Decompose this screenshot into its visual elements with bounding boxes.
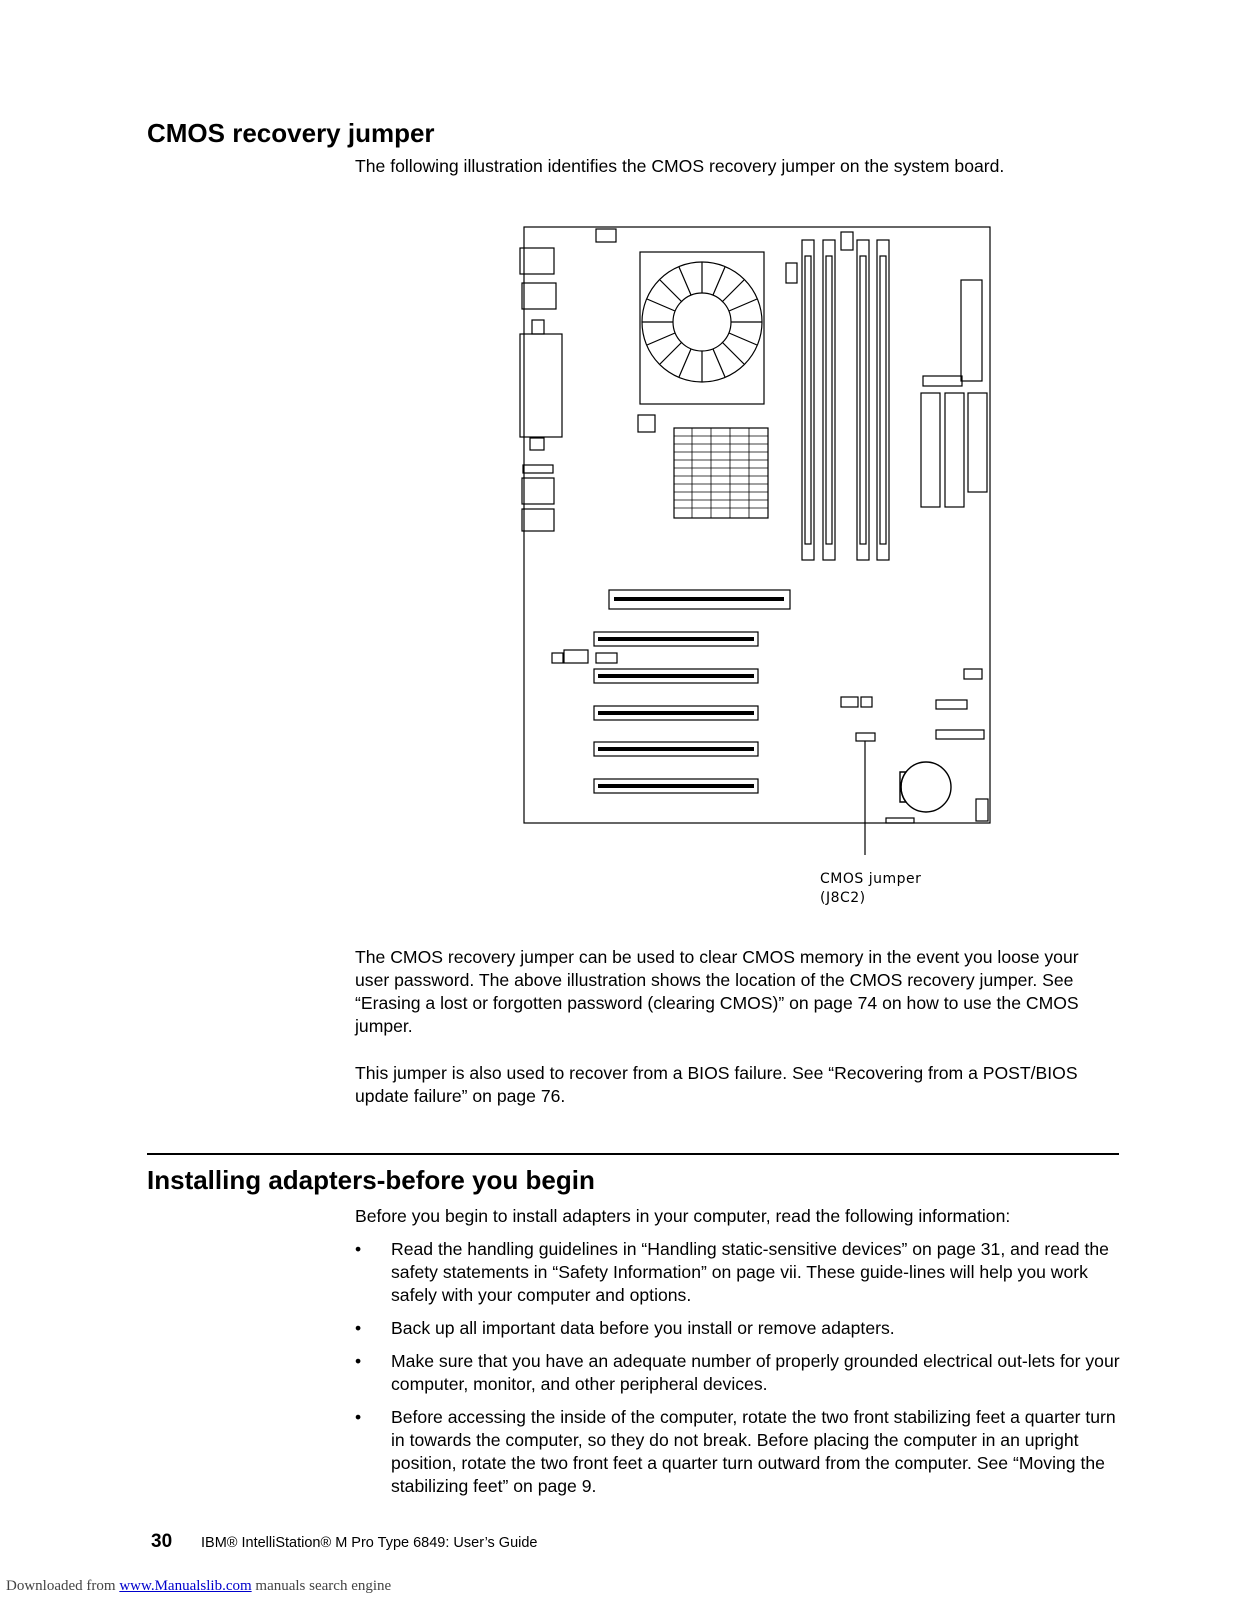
list-item — [355, 1406, 1120, 1498]
bullet-glyph: • — [355, 1239, 362, 1259]
section-divider — [147, 1153, 1119, 1155]
cmos-jumper-j8c2 — [856, 733, 875, 741]
download-prefix: Downloaded from — [6, 1578, 120, 1594]
manualslib-link[interactable]: www.Manualslib.com — [119, 1578, 252, 1594]
list-item-text: Before accessing the inside of the computer, rotate the two front stabilizing feet a quarter turn in towards the computer, so they do not break. Before placing the computer in an upright position, rotate the two front feet a quarter turn outward from the computer. See “Moving the stabilizing feet” on page 9. — [391, 1407, 1116, 1496]
callout-line-1: CMOS jumper — [820, 871, 922, 887]
bullet-glyph: • — [355, 1407, 362, 1427]
list-item-text: Make sure that you have an adequate number of properly grounded electrical out-lets for your computer, monitor, and other peripheral devices. — [391, 1351, 1120, 1394]
list-item-text: Back up all important data before you install or remove adapters. — [391, 1318, 895, 1338]
footer-document-title: IBM® IntelliStation® M Pro Type 6849: User’s Guide — [201, 1535, 538, 1551]
list-item — [355, 1238, 1120, 1307]
adapters-bullet-list — [355, 1238, 1120, 1508]
cmos-paragraph-2: This jumper is also used to recover from a BIOS failure. See “Recovering from a POST/BIOS update failure” on page 76. — [355, 1063, 1078, 1106]
chipset-heatsink — [674, 428, 768, 518]
bullet-glyph: • — [355, 1318, 362, 1338]
cmos-intro-text: The following illustration identifies the CMOS recovery jumper on the system board. — [355, 156, 1005, 176]
list-item — [355, 1350, 1120, 1396]
callout-line-2: (J8C2) — [820, 890, 866, 906]
list-item — [355, 1317, 1120, 1340]
download-suffix: manuals search engine — [251, 1578, 392, 1594]
list-item-text: Read the handling guidelines in “Handling static-sensitive devices” on page 31, and read the safety statements in “Safety Information” on page vii. These guide-lines will help you work safely with your computer and options. — [391, 1239, 1109, 1305]
cmos-battery — [901, 762, 951, 812]
bullet-glyph: • — [355, 1351, 362, 1371]
section-heading-cmos: CMOS recovery jumper — [147, 118, 435, 148]
download-banner — [6, 1578, 391, 1595]
callout-label — [820, 870, 921, 908]
system-board-illustration — [490, 215, 1000, 855]
adapters-intro-text: Before you begin to install adapters in your computer, read the following information: — [355, 1206, 1011, 1226]
section-heading-adapters: Installing adapters-before you begin — [147, 1165, 595, 1195]
board-outline — [524, 227, 990, 823]
cmos-paragraph-1: The CMOS recovery jumper can be used to clear CMOS memory in the event you loose your user password. The above illustration shows the location of the CMOS recovery jumper. See “Erasing a lost or forgotten password (clearing CMOS)” on page 74 on how to use the CMOS jumper. — [355, 947, 1079, 1036]
page-number: 30 — [151, 1531, 173, 1552]
